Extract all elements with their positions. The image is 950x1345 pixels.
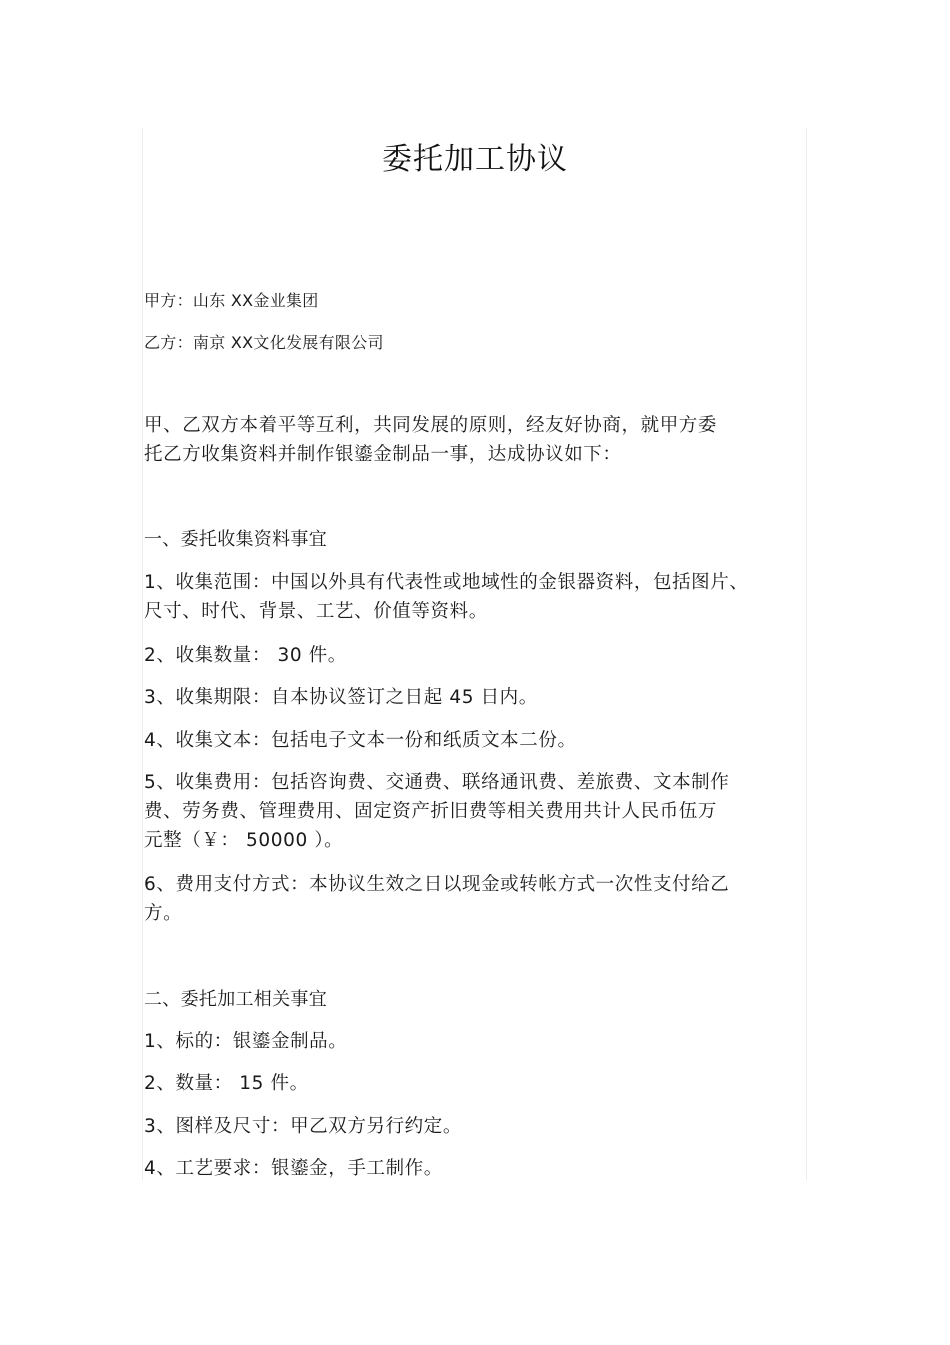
clause-line: 费、劳务费、管理费用、固定资产折旧费等相关费用共计人民币伍万 (144, 801, 718, 822)
intro-paragraph (144, 411, 764, 469)
clause-1-6 (144, 870, 764, 928)
clause-line: 1、标的：银鎏金制品。 (144, 1031, 348, 1052)
clause-line: 4、收集文本：包括电子文本一份和纸质文本二份。 (144, 730, 577, 751)
clause-1-3 (144, 683, 764, 712)
party-b: 乙方：南京 XX文化发展有限公司 (144, 333, 384, 352)
clause-2-3 (144, 1112, 764, 1141)
intro-line: 甲、乙双方本着平等互利，共同发展的原则，经友好协商，就甲方委 (144, 415, 718, 436)
clause-line: 4、工艺要求：银鎏金，手工制作。 (144, 1158, 443, 1179)
page-border-right (806, 128, 807, 1180)
party-a: 甲方：山东 XX金业集团 (144, 291, 319, 310)
clause-line: 2、收集数量： 30 件。 (144, 645, 347, 666)
clause-line: 1、收集范围：中国以外具有代表性或地域性的金银器资料，包括图片、 (144, 572, 749, 593)
section-heading-processing: 二、委托加工相关事宜 (144, 989, 327, 1010)
clause-line: 3、收集期限：自本协议签订之日起 45 日内。 (144, 687, 538, 708)
clause-line: 2、数量： 15 件。 (144, 1073, 309, 1094)
intro-line: 托乙方收集资料并制作银鎏金制品一事，达成协议如下： (144, 444, 622, 465)
clause-1-1 (144, 568, 764, 626)
clause-1-2 (144, 641, 764, 670)
clause-line: 6、费用支付方式：本协议生效之日以现金或转帐方式一次性支付给乙 (144, 874, 730, 895)
section-heading-collect: 一、委托收集资料事宜 (144, 529, 327, 550)
clause-1-4 (144, 726, 764, 755)
clause-2-4 (144, 1154, 764, 1183)
clause-line: 3、图样及尺寸：甲乙双方另行约定。 (144, 1116, 462, 1137)
document-title: 委托加工协议 (382, 142, 568, 177)
clause-line: 方。 (144, 903, 183, 924)
clause-line: 尺寸、时代、背景、工艺、价值等资料。 (144, 601, 488, 622)
clause-1-5 (144, 768, 764, 855)
page-border-left (142, 128, 143, 1180)
clause-line: 5、收集费用：包括咨询费、交通费、联络通讯费、差旅费、文本制作 (144, 772, 730, 793)
clause-2-2 (144, 1069, 764, 1098)
clause-line: 元整（￥： 50000 ）。 (144, 830, 344, 851)
clause-2-1 (144, 1027, 764, 1056)
